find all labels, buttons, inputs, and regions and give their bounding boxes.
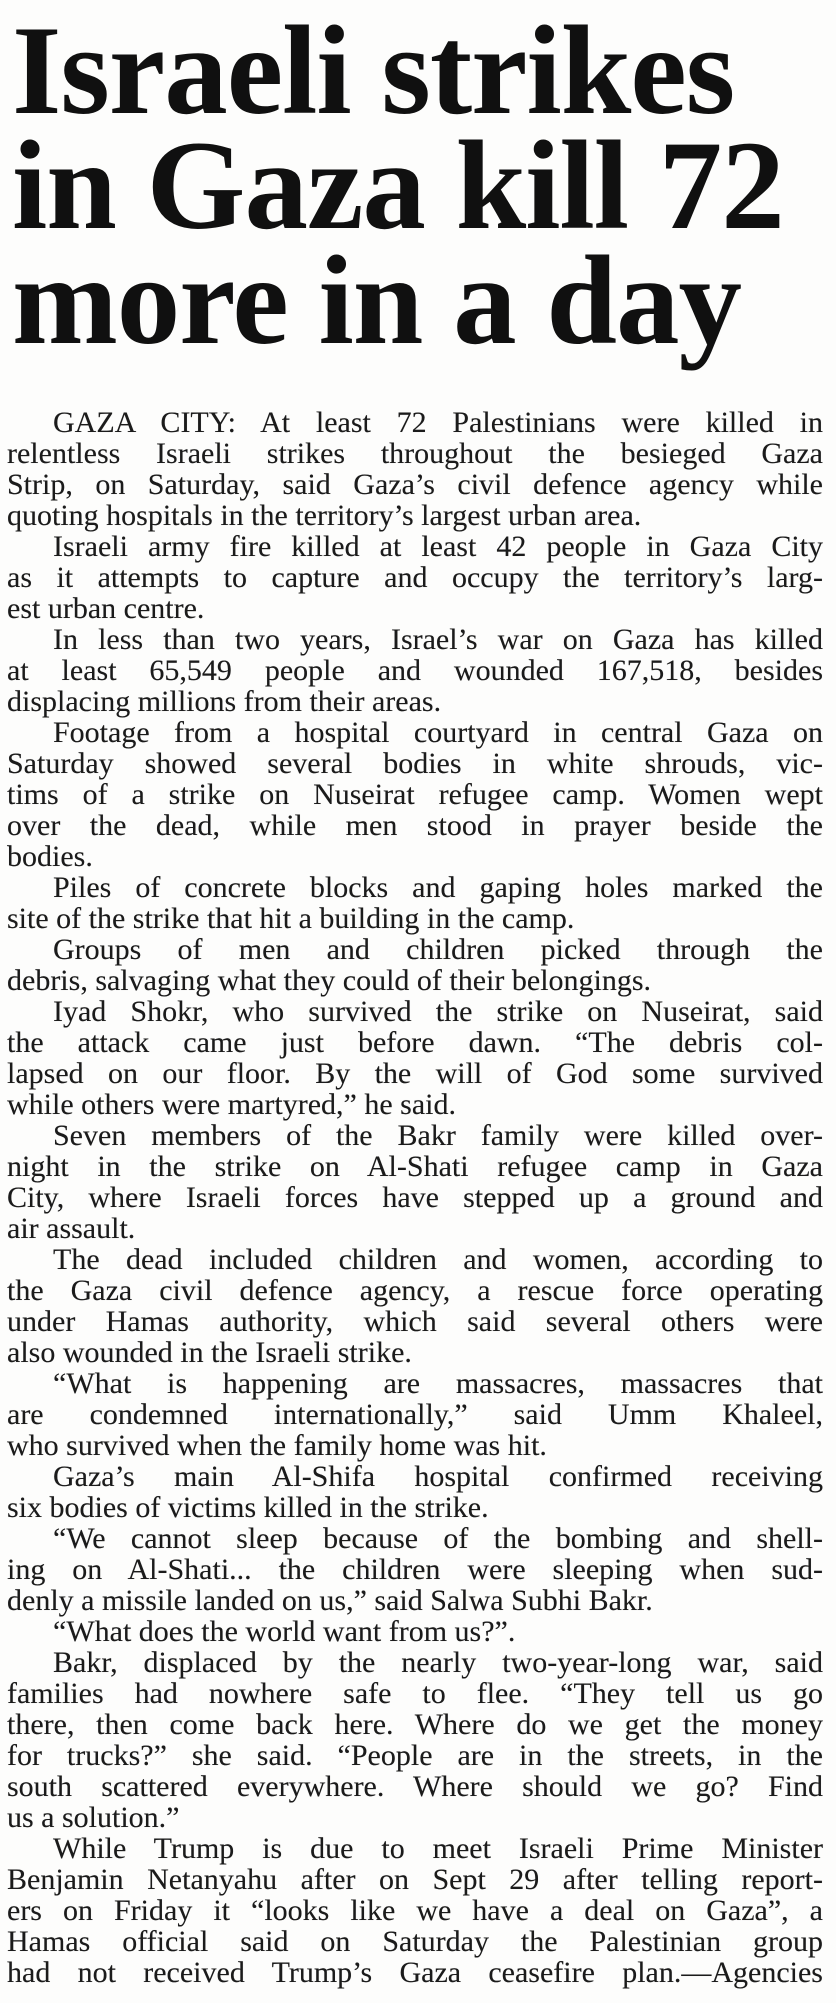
paragraph-line: are condemned internationally,” said Umm Khaleel, <box>7 1398 823 1431</box>
article-paragraph <box>7 1616 823 1647</box>
paragraph-line: Israeli army fire killed at least 42 people in Gaza City <box>53 530 823 563</box>
paragraph-line: bodies. <box>7 840 93 873</box>
paragraph-line: “We cannot sleep because of the bombing and shell- <box>53 1522 823 1555</box>
paragraph-line: est urban centre. <box>7 592 205 625</box>
article-paragraph <box>7 624 823 717</box>
paragraph-line: GAZA CITY: At least 72 Palestinians were killed in <box>53 406 823 439</box>
article-headline <box>12 1 836 371</box>
paragraph-line: south scattered everywhere. Where should we go? Find <box>7 1770 823 1803</box>
paragraph-line: who survived when the family home was hit. <box>7 1429 547 1462</box>
paragraph-line: as it attempts to capture and occupy the territory’s larg- <box>7 561 823 594</box>
paragraph-line: denly a missile landed on us,” said Salwa Subhi Bakr. <box>7 1584 653 1617</box>
paragraph-line: also wounded in the Israeli strike. <box>7 1336 412 1369</box>
paragraph-line: six bodies of victims killed in the strike. <box>7 1491 489 1524</box>
paragraph-line: City, where Israeli forces have stepped up a ground and <box>7 1181 823 1214</box>
article-paragraph <box>7 1120 823 1244</box>
article-paragraph <box>7 531 823 624</box>
paragraph-line: tims of a strike on Nuseirat refugee camp. Women wept <box>7 778 823 811</box>
article-paragraph <box>7 407 823 531</box>
article-paragraph <box>7 1833 823 1988</box>
paragraph-line: air assault. <box>7 1212 136 1245</box>
paragraph-line: quoting hospitals in the territory’s largest urban area. <box>7 499 642 532</box>
paragraph-line: at least 65,549 people and wounded 167,518, besides <box>7 654 823 687</box>
paragraph-line: had not received Trump’s Gaza ceasefire plan.—Agencies <box>7 1956 823 1989</box>
paragraph-line: “What does the world want from us?”. <box>53 1615 516 1648</box>
paragraph-line: for trucks?” she said. “People are in the streets, in the <box>7 1739 823 1772</box>
article-paragraph <box>7 1461 823 1523</box>
paragraph-line: Groups of men and children picked through the <box>53 933 823 966</box>
headline-line: Israeli strikes <box>12 1 735 141</box>
paragraph-line: site of the strike that hit a building in the camp. <box>7 902 575 935</box>
paragraph-line: Seven members of the Bakr family were killed over- <box>53 1119 823 1152</box>
article-paragraph <box>7 1368 823 1461</box>
paragraph-line: debris, salvaging what they could of their belongings. <box>7 964 652 997</box>
headline-line: more in a day <box>12 231 742 371</box>
paragraph-line: In less than two years, Israel’s war on Gaza has killed <box>53 623 823 656</box>
paragraph-line: while others were martyred,” he said. <box>7 1088 456 1121</box>
paragraph-line: ers on Friday it “looks like we have a deal on Gaza”, a <box>7 1894 823 1927</box>
article-paragraph <box>7 717 823 872</box>
paragraph-line: Gaza’s main Al-Shifa hospital confirmed receiving <box>53 1460 823 1493</box>
paragraph-line: us a solution.” <box>7 1801 180 1834</box>
paragraph-line: The dead included children and women, according to <box>53 1243 823 1276</box>
paragraph-line: Strip, on Saturday, said Gaza’s civil defence agency while <box>7 468 823 501</box>
paragraph-line: the Gaza civil defence agency, a rescue force operating <box>7 1274 823 1307</box>
paragraph-line: While Trump is due to meet Israeli Prime Minister <box>53 1832 823 1865</box>
paragraph-line: Piles of concrete blocks and gaping holes marked the <box>53 871 823 904</box>
paragraph-line: under Hamas authority, which said several others were <box>7 1305 823 1338</box>
article-paragraph <box>7 934 823 996</box>
paragraph-line: “What is happening are massacres, massacres that <box>53 1367 823 1400</box>
paragraph-line: Saturday showed several bodies in white shrouds, vic- <box>7 747 823 780</box>
paragraph-line: night in the strike on Al-Shati refugee camp in Gaza <box>7 1150 823 1183</box>
paragraph-line: Bakr, displaced by the nearly two-year-long war, said <box>53 1646 823 1679</box>
paragraph-line: the attack came just before dawn. “The debris col- <box>7 1026 823 1059</box>
paragraph-line: displacing millions from their areas. <box>7 685 442 718</box>
paragraph-line: Footage from a hospital courtyard in central Gaza on <box>53 716 823 749</box>
paragraph-line: families had nowhere safe to flee. “They tell us go <box>7 1677 823 1710</box>
article-paragraph <box>7 996 823 1120</box>
paragraph-line: Iyad Shokr, who survived the strike on Nuseirat, said <box>53 995 823 1028</box>
paragraph-line: relentless Israeli strikes throughout the besieged Gaza <box>7 437 823 470</box>
paragraph-line: ing on Al-Shati... the children were sleeping when sud- <box>7 1553 823 1586</box>
article-paragraph <box>7 1647 823 1833</box>
paragraph-line: over the dead, while men stood in prayer beside the <box>7 809 823 842</box>
article-paragraph <box>7 1244 823 1368</box>
article-body <box>7 407 823 1988</box>
article-paragraph <box>7 872 823 934</box>
article-paragraph <box>7 1523 823 1616</box>
paragraph-line: Hamas official said on Saturday the Palestinian group <box>7 1925 823 1958</box>
headline-line: in Gaza kill 72 <box>12 116 784 256</box>
paragraph-line: lapsed on our floor. By the will of God some survived <box>7 1057 823 1090</box>
paragraph-line: there, then come back here. Where do we get the money <box>7 1708 823 1741</box>
paragraph-line: Benjamin Netanyahu after on Sept 29 after telling report- <box>7 1863 823 1896</box>
